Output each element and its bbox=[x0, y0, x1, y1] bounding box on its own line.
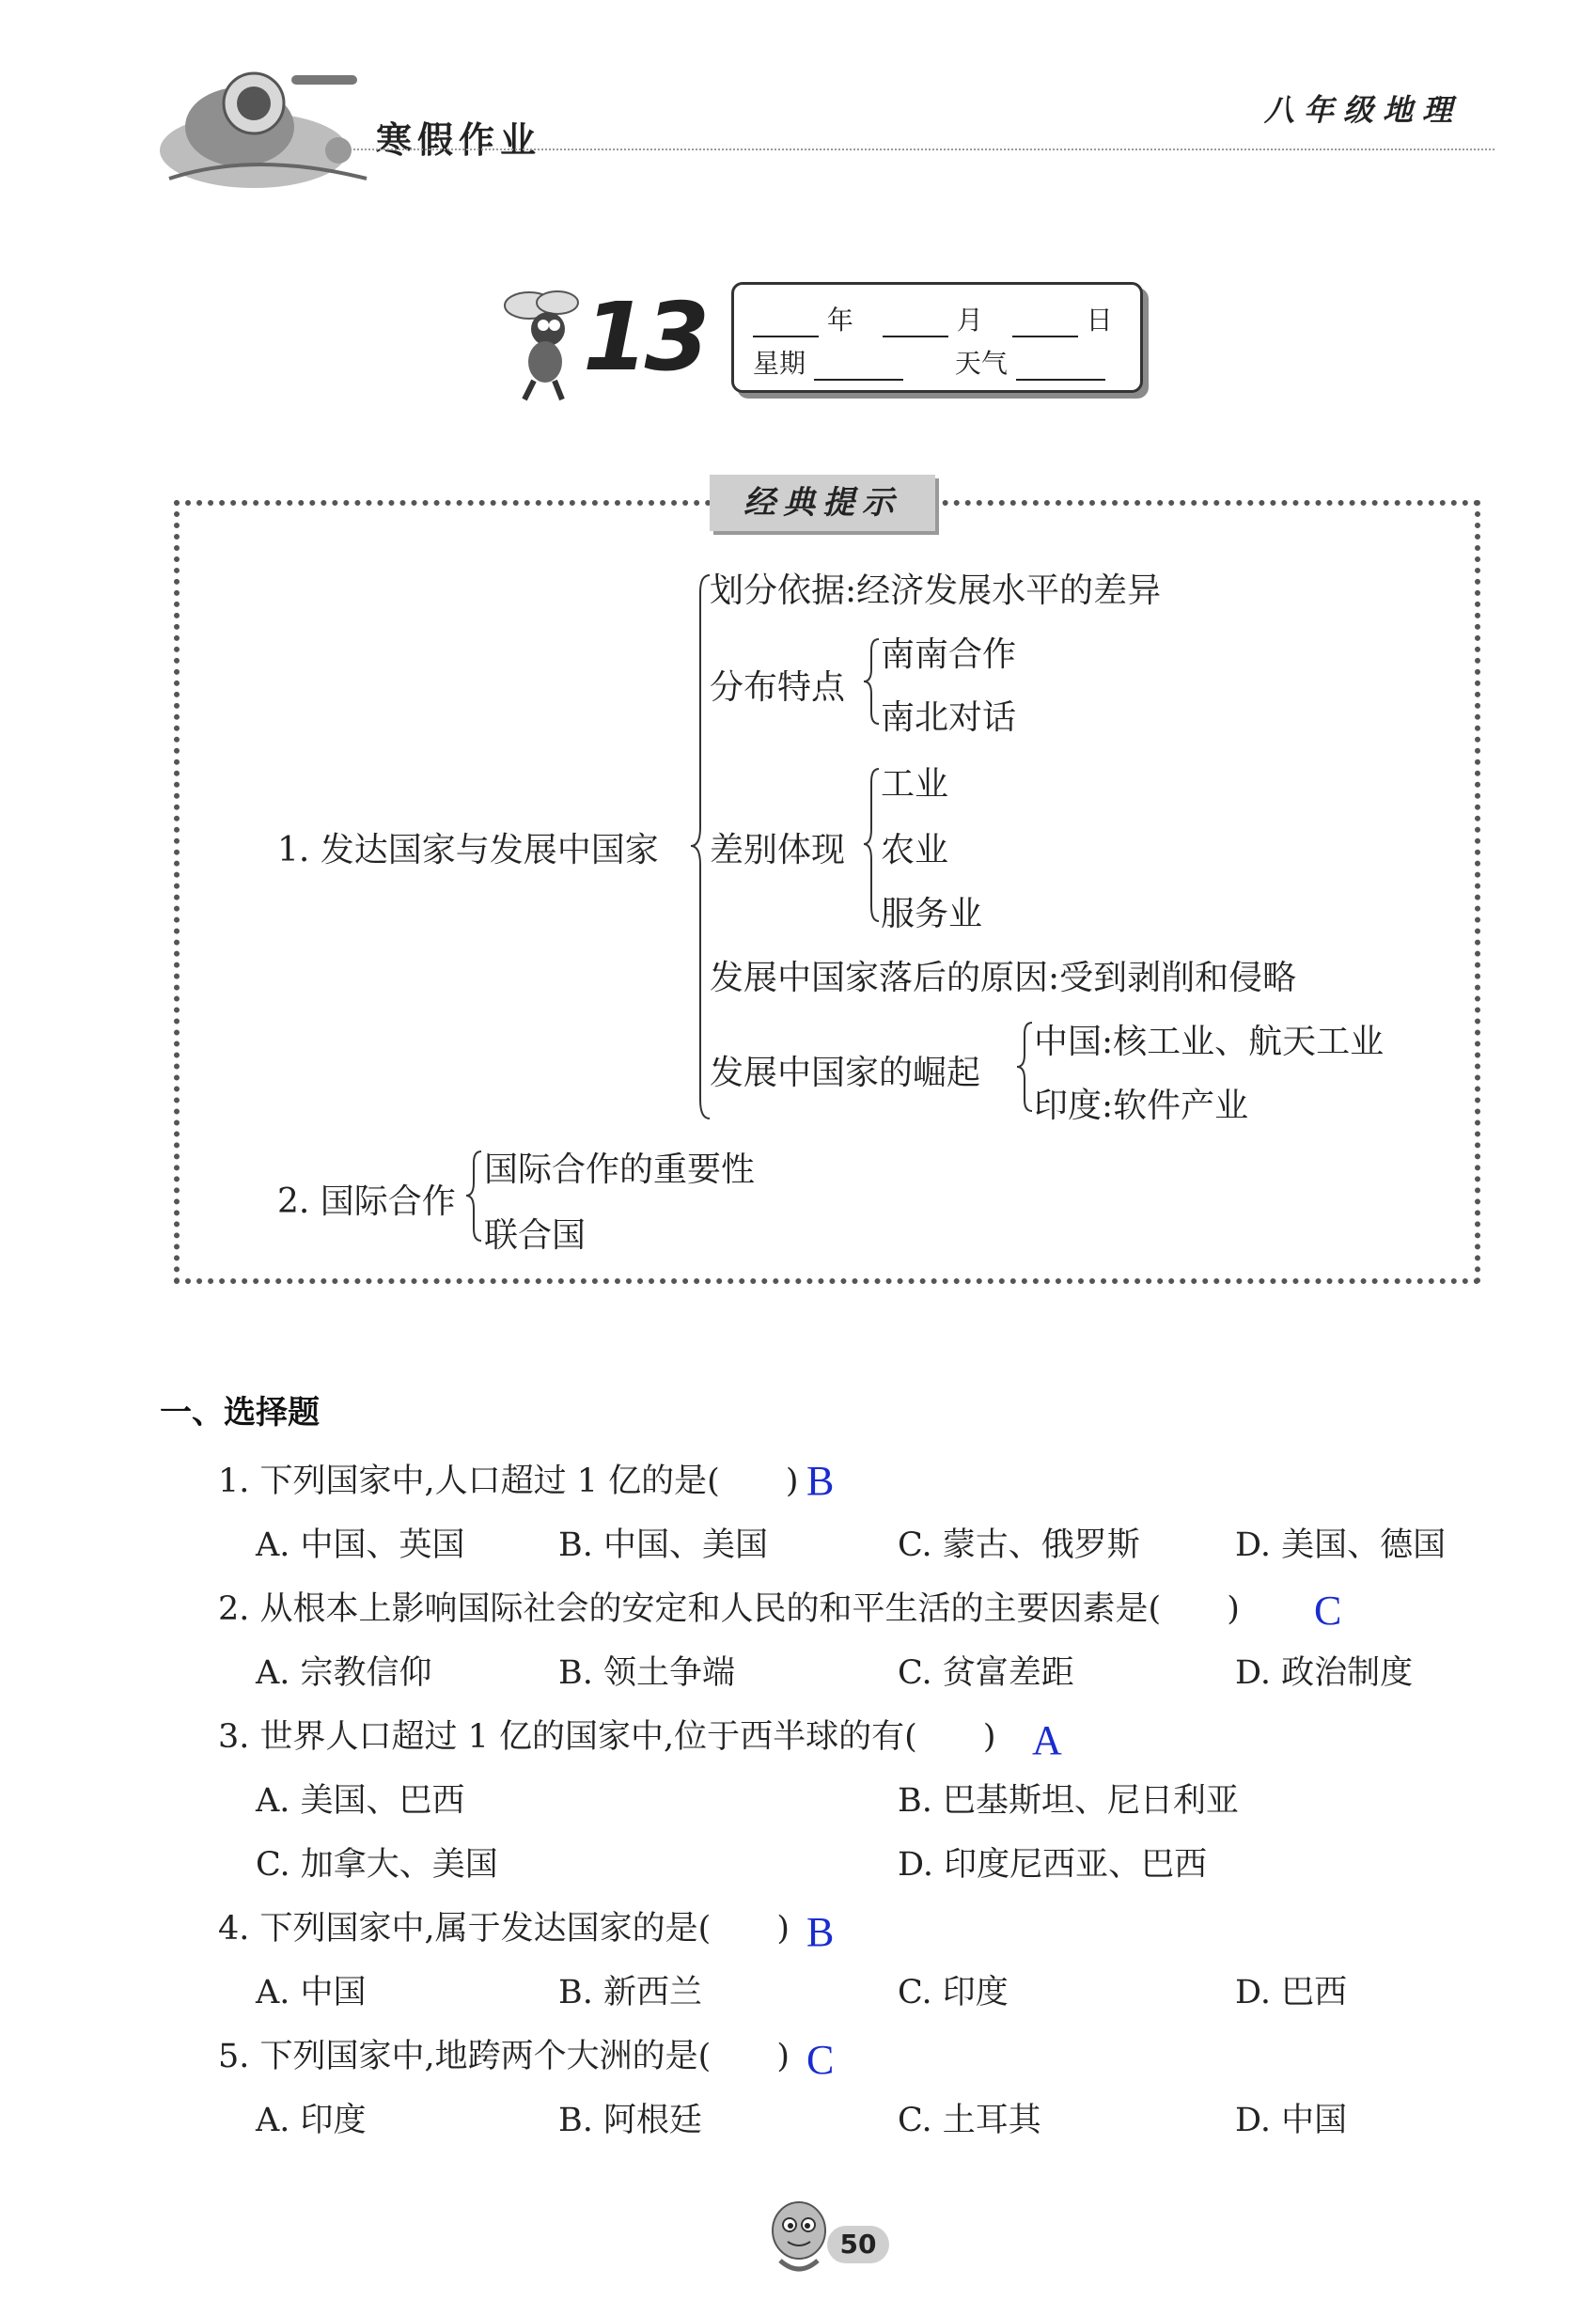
question-stem: 1. 下列国家中,人口超过 1 亿的是( ) bbox=[218, 1463, 799, 1500]
option-c[interactable]: C. 印度 bbox=[898, 1974, 1009, 2011]
question-stem: 3. 世界人口超过 1 亿的国家中,位于西半球的有( ) bbox=[218, 1718, 996, 1756]
answer-mark: C bbox=[806, 2037, 835, 2083]
option-b[interactable]: B. 阿根廷 bbox=[558, 2102, 702, 2139]
option-a[interactable]: A. 中国 bbox=[256, 1974, 367, 2011]
option-b[interactable]: B. 巴基斯坦、尼日利亚 bbox=[898, 1782, 1239, 1820]
question-stem: 4. 下列国家中,属于发达国家的是( ) bbox=[218, 1910, 790, 1948]
option-a[interactable]: A. 印度 bbox=[256, 2102, 367, 2139]
option-c[interactable]: C. 加拿大、美国 bbox=[256, 1846, 498, 1884]
book-title: 寒假作业 bbox=[376, 118, 542, 161]
tip-rise-a: 中国:核工业、航天工业 bbox=[1034, 1023, 1385, 1061]
option-b[interactable]: B. 新西兰 bbox=[558, 1974, 702, 2011]
brace-difference bbox=[864, 769, 879, 921]
weather-label: 天气 bbox=[954, 348, 1008, 379]
page-number: 50 bbox=[827, 2226, 889, 2263]
tip-backward-reason: 发展中国家落后的原因:受到剥削和侵略 bbox=[710, 959, 1297, 997]
option-b[interactable]: B. 领土争端 bbox=[558, 1654, 735, 1692]
option-d[interactable]: D. 政治制度 bbox=[1235, 1654, 1414, 1692]
tip-difference: 差别体现 bbox=[710, 831, 846, 869]
section-heading: 一、选择题 bbox=[160, 1394, 320, 1432]
brace-item1 bbox=[691, 575, 710, 1119]
tip-item2-label: 2. 国际合作 bbox=[277, 1182, 456, 1221]
weekday-label: 星期 bbox=[753, 348, 806, 379]
question-stem: 5. 下列国家中,地跨两个大洲的是( ) bbox=[218, 2038, 790, 2075]
footer-mascot-icon bbox=[761, 2195, 837, 2279]
tip-rise-b: 印度:软件产业 bbox=[1034, 1087, 1249, 1125]
tip-item2-a: 国际合作的重要性 bbox=[484, 1150, 756, 1189]
brace-distribution bbox=[864, 639, 879, 724]
answer-mark: B bbox=[806, 1909, 835, 1955]
day-label: 日 bbox=[1086, 305, 1113, 336]
option-d[interactable]: D. 美国、德国 bbox=[1235, 1526, 1447, 1564]
tip-distribution: 分布特点 bbox=[710, 668, 846, 707]
option-c[interactable]: C. 土耳其 bbox=[898, 2102, 1041, 2139]
option-b[interactable]: B. 中国、美国 bbox=[558, 1526, 768, 1564]
tip-diff-c: 服务业 bbox=[881, 895, 983, 933]
option-a[interactable]: A. 美国、巴西 bbox=[256, 1782, 465, 1820]
tips-heading: 经典提示 bbox=[710, 475, 935, 531]
year-label: 年 bbox=[826, 305, 853, 336]
option-d[interactable]: D. 中国 bbox=[1235, 2102, 1348, 2139]
answer-mark: A bbox=[1032, 1717, 1062, 1763]
option-a[interactable]: A. 中国、英国 bbox=[256, 1526, 465, 1564]
tip-dist-a: 南南合作 bbox=[881, 635, 1017, 674]
month-label: 月 bbox=[956, 305, 983, 336]
tip-basis: 划分依据:经济发展水平的差异 bbox=[710, 571, 1162, 610]
question-stem: 2. 从根本上影响国际社会的安定和人民的和平生活的主要因素是( ) bbox=[218, 1590, 1240, 1628]
option-a[interactable]: A. 宗教信仰 bbox=[256, 1654, 432, 1692]
option-c[interactable]: C. 蒙古、俄罗斯 bbox=[898, 1526, 1140, 1564]
tip-item2-b: 联合国 bbox=[484, 1216, 587, 1255]
lesson-number: 13 bbox=[583, 282, 707, 392]
answer-mark: C bbox=[1314, 1588, 1342, 1634]
tip-diff-b: 农业 bbox=[881, 831, 949, 869]
tip-item1-label: 1. 发达国家与发展中国家 bbox=[277, 831, 659, 869]
tip-diff-a: 工业 bbox=[881, 765, 949, 804]
tip-rise: 发展中国家的崛起 bbox=[710, 1054, 981, 1092]
brace-item2 bbox=[466, 1151, 481, 1241]
option-d[interactable]: D. 巴西 bbox=[1235, 1974, 1348, 2011]
tip-dist-b: 南北对话 bbox=[881, 698, 1017, 737]
option-d[interactable]: D. 印度尼西亚、巴西 bbox=[898, 1846, 1208, 1884]
option-c[interactable]: C. 贫富差距 bbox=[898, 1654, 1074, 1692]
subject-title: 八年级地理 bbox=[1264, 92, 1463, 128]
brace-rise bbox=[1017, 1023, 1032, 1111]
answer-mark: B bbox=[806, 1458, 835, 1504]
